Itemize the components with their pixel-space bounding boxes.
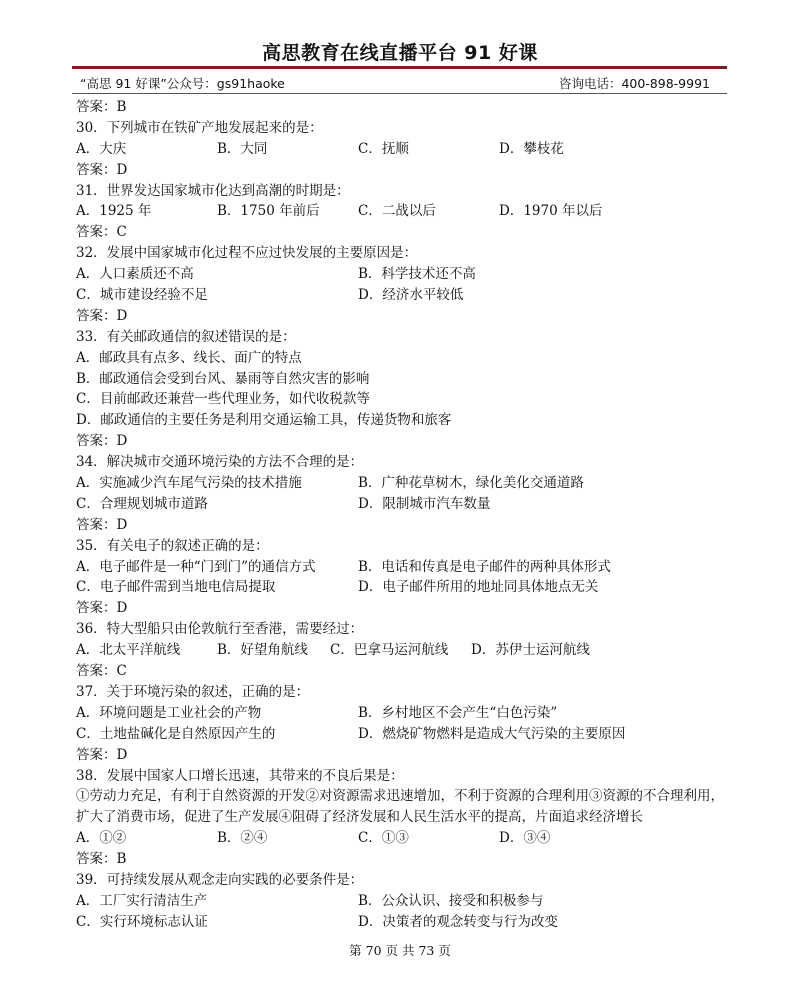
question-35: 35．有关电子的叙述正确的是： — [76, 537, 269, 554]
answer-30: 答案：D — [76, 161, 128, 178]
question-32: 32．发展中国家城市化过程不应过快发展的主要原因是： — [76, 245, 418, 262]
answer-32: 答案：D — [76, 307, 128, 324]
header-wechat-info: “高思 91 好课”公众号：gs91haoke — [80, 76, 285, 91]
option-c: C．电子邮件需到当地电信局提取 — [76, 579, 276, 596]
option-b: B．1750 年前后 — [217, 203, 320, 220]
header-title: 高思教育在线直播平台 91 好课 — [262, 42, 538, 64]
question-33: 33．有关邮政通信的叙述错误的是： — [76, 328, 296, 345]
option-d: D．决策者的观念转变与行为改变 — [358, 913, 558, 930]
option-c: C．巴拿马运河航线 — [330, 642, 449, 659]
option-c: C．实行环境标志认证 — [76, 913, 208, 930]
option-a: A．电子邮件是一种“门到门”的通信方式 — [76, 558, 316, 575]
option-a: A．实施减少汽车尾气污染的技术措施 — [76, 475, 302, 492]
option-c: C．目前邮政还兼营一些代理业务，如代收税款等 — [76, 391, 370, 408]
header-phone-info: 咨询电话：400-898-9991 — [558, 76, 710, 91]
options-34-row1 — [76, 473, 736, 494]
options-32-row1 — [76, 264, 736, 285]
option-b: B．大同 — [217, 140, 268, 157]
options-36 — [76, 640, 736, 661]
option-b: B．好望角航线 — [217, 642, 308, 659]
option-a: A．环境问题是工业社会的产物 — [76, 704, 262, 721]
option-d: D．电子邮件所用的地址同具体地点无关 — [358, 579, 599, 596]
option-b: B．乡村地区不会产生“白色污染” — [358, 704, 558, 721]
option-b: B．科学技术还不高 — [358, 266, 476, 283]
option-d: D．③④ — [499, 830, 551, 847]
answer-35: 答案：D — [76, 600, 128, 617]
answer-34: 答案：D — [76, 516, 128, 533]
options-37-row1 — [76, 703, 736, 724]
question-31: 31．世界发达国家城市化达到高潮的时期是： — [76, 182, 350, 199]
option-d: D．邮政通信的主要任务是利用交通运输工具，传递货物和旅客 — [76, 412, 452, 429]
options-31 — [76, 201, 736, 222]
option-a: A．①② — [76, 830, 127, 847]
option-c: C．土地盐碱化是自然原因产生的 — [76, 725, 276, 742]
option-c: C．城市建设经验不足 — [76, 287, 208, 304]
options-30 — [76, 139, 736, 160]
option-a: A．工厂实行清洁生产 — [76, 892, 208, 909]
question-38: 38．发展中国家人口增长迅速，其带来的不良后果是： — [76, 767, 404, 784]
answer-line: 答案：B — [76, 99, 127, 115]
answer-37: 答案：D — [76, 746, 128, 763]
answer-31: 答案：C — [76, 224, 127, 241]
page-number: 第 70 页 共 73 页 — [349, 943, 451, 958]
question-39: 39．可持续发展从观念走向实践的必要条件是： — [76, 871, 364, 888]
options-32-row2 — [76, 285, 736, 306]
options-37-row2 — [76, 724, 736, 745]
options-34-row2 — [76, 494, 736, 515]
options-39-row1 — [76, 891, 736, 912]
option-b: B．邮政通信会受到台风、暴雨等自然灾害的影响 — [76, 370, 370, 387]
question-content — [76, 97, 736, 933]
option-d: D．燃烧矿物燃料是造成大气污染的主要原因 — [358, 725, 626, 742]
question-37: 37．关于环境污染的叙述，正确的是： — [76, 683, 310, 700]
answer-33: 答案：D — [76, 433, 128, 450]
question-38-stem: ①劳动力充足，有利于自然资源的开发②对资源需求迅速增加，不利于资源的合理利用③资源的不合理利用，扩大了消费市场，促进了生产发展④阻碍了经济发展和人民生活水平的提高，片面追求经济增长 — [76, 788, 724, 826]
option-d: D．经济水平较低 — [358, 287, 464, 304]
option-d: D．1970 年以后 — [499, 203, 603, 220]
options-35-row1 — [76, 557, 736, 578]
option-d: D．攀枝花 — [499, 140, 564, 157]
option-c: C．合理规划城市道路 — [76, 495, 208, 512]
answer-38: 答案：B — [76, 851, 127, 868]
option-b: B．广种花草树木，绿化美化交通道路 — [358, 475, 584, 492]
option-a: A．大庆 — [76, 140, 127, 157]
option-c: C．抚顺 — [358, 140, 409, 157]
header-rule — [72, 66, 727, 69]
option-a: A．1925 年 — [76, 203, 152, 220]
question-30: 30．下列城市在铁矿产地发展起来的是： — [76, 119, 323, 136]
option-a: A．邮政具有点多、线长、面广的特点 — [76, 349, 302, 366]
answer-36: 答案：C — [76, 663, 127, 680]
options-38 — [76, 828, 736, 849]
option-a: A．北太平洋航线 — [76, 642, 181, 659]
option-d: D．限制城市汽车数量 — [358, 495, 491, 512]
option-b: B．②④ — [217, 830, 268, 847]
option-b: B．电话和传真是电子邮件的两种具体形式 — [358, 558, 611, 575]
option-b: B．公众认识、接受和积极参与 — [358, 892, 544, 909]
question-34: 34．解决城市交通环境污染的方法不合理的是： — [76, 454, 364, 471]
options-35-row2 — [76, 577, 736, 598]
options-39-row2 — [76, 912, 736, 933]
option-c: C．①③ — [358, 830, 409, 847]
header-divider — [72, 93, 727, 94]
question-36: 36．特大型船只由伦敦航行至香港，需要经过： — [76, 621, 364, 638]
option-a: A．人口素质还不高 — [76, 266, 194, 283]
option-c: C．二战以后 — [358, 203, 436, 220]
option-d: D．苏伊士运河航线 — [471, 642, 590, 659]
